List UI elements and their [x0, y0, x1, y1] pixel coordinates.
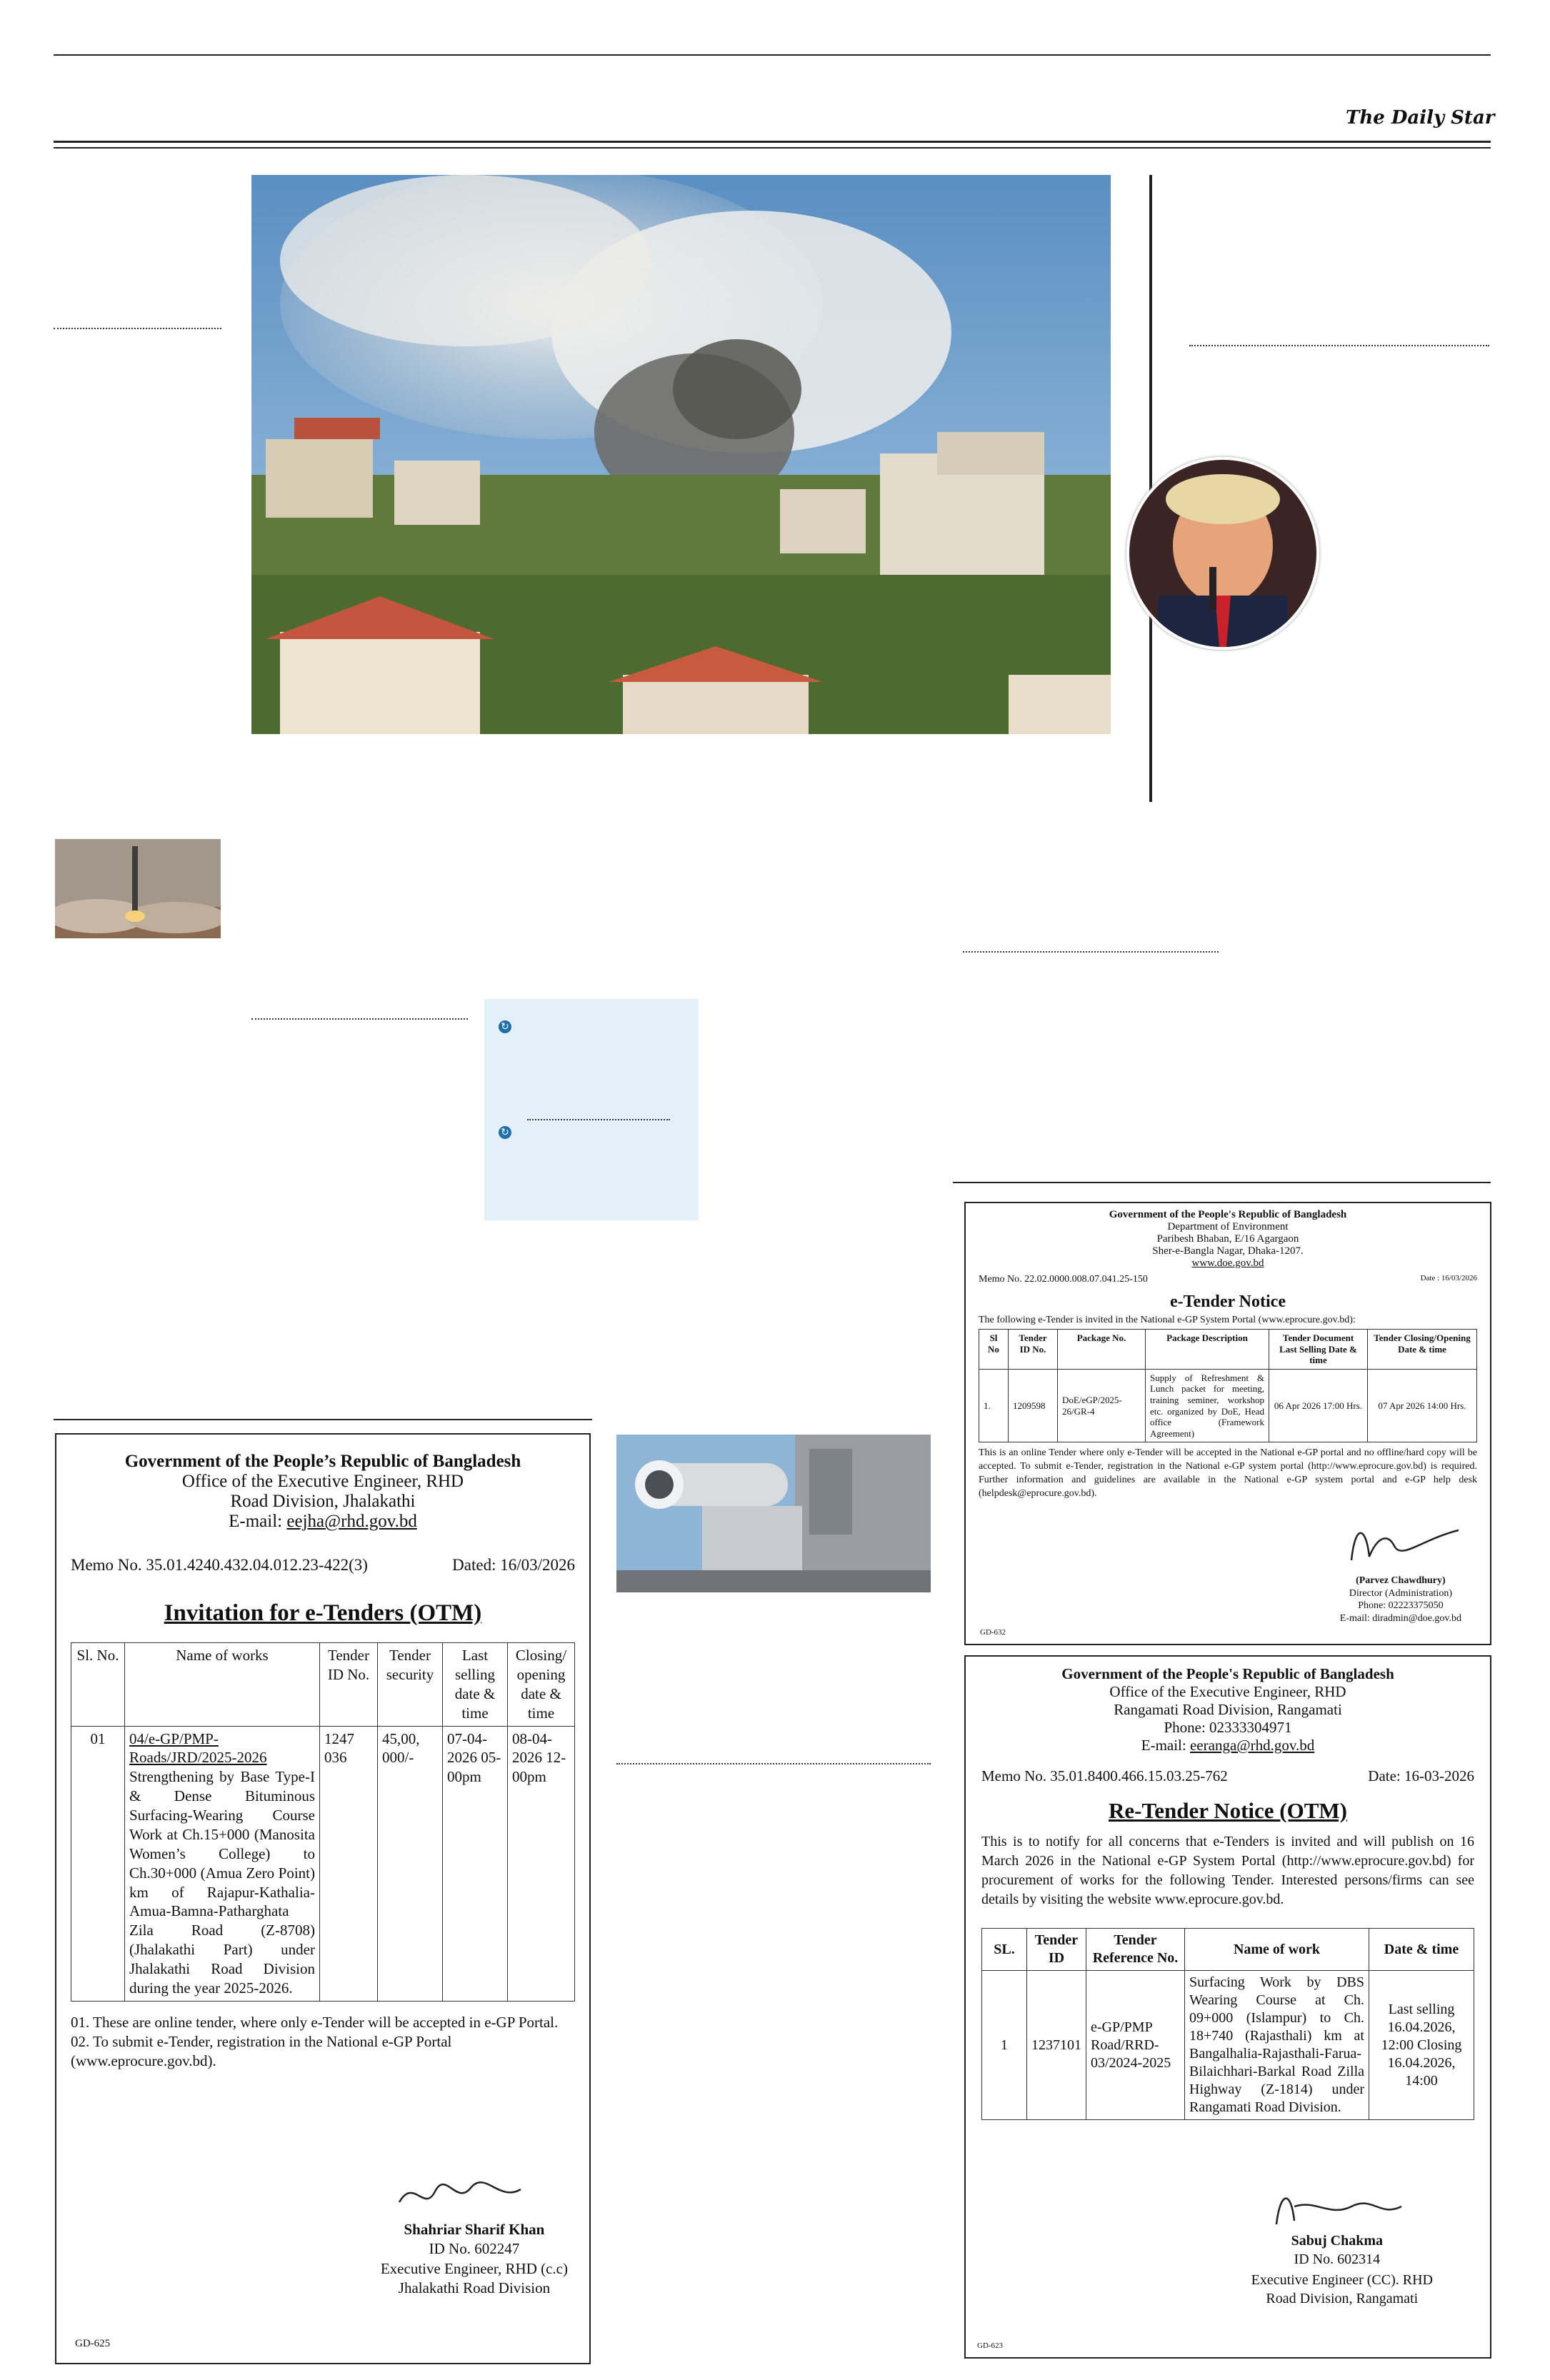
- col-tender-id: Tender ID: [1027, 1929, 1086, 1971]
- ad2-memo-row: [979, 1274, 1477, 1285]
- ad2-header-2: Department of Environment: [1167, 1221, 1289, 1232]
- cell-sl: 01: [71, 1726, 125, 2001]
- tender-ad-rhd-rangamati: [964, 1655, 1491, 2359]
- mid-left-divider: [251, 1018, 468, 1020]
- ad3-email-label: E-mail:: [1141, 1737, 1190, 1754]
- top-rule: [54, 54, 1491, 56]
- missile-image: [55, 839, 221, 938]
- ad2-signer-email: E-mail: diradmin@doe.gov.bd: [1339, 1612, 1461, 1624]
- cell-reference: 04/e-GP/PMP-Roads/JRD/2025-2026: [129, 1729, 267, 1767]
- ad3-signer: [1291, 2231, 1383, 2269]
- ad1-signer-id: ID No. 602247: [429, 2240, 520, 2258]
- table-header-row: [71, 1643, 575, 1727]
- cell-name-of-work: Surfacing Work by DBS Wearing Course at Ch. 09+000 (Islampur) to Ch. 18+740 (Rajasthali) km at Bangalhalia-Rajasthali-Farua-Bilaichhari-Barkal Road Zilla Highway (Z-1814) under Rangamati Road Division.: [1185, 1971, 1369, 2120]
- ad2-tender-table: [979, 1329, 1477, 1442]
- right-top-divider: [1189, 345, 1489, 346]
- ad3-header-4: Phone: 02333304971: [1164, 1719, 1292, 1736]
- col-closing-opening: Tender Closing/Opening Date & time: [1368, 1330, 1477, 1370]
- col-tender-id: Tender ID No.: [1009, 1330, 1058, 1370]
- ad-section-rule-right: [953, 1182, 1491, 1183]
- ad3-date: Date: 16-03-2026: [1368, 1767, 1474, 1784]
- cell-last-selling: 07-04-2026 05-00pm: [443, 1726, 508, 2001]
- ad1-signature-image: [392, 2174, 528, 2216]
- masthead-rule-2: [54, 147, 1491, 149]
- ad3-header-2: Office of the Executive Engineer, RHD: [1109, 1683, 1346, 1700]
- ad3-memo-row: [981, 1767, 1474, 1785]
- cell-tender-id: 1209598: [1009, 1369, 1058, 1442]
- ad2-code: GD-632: [980, 1628, 1006, 1637]
- ad2-date: Date : 16/03/2026: [1420, 1274, 1477, 1282]
- col-last-selling: Last selling date & time: [443, 1643, 508, 1727]
- cell-work-description: Strengthening by Base Type-I & Dense Bituminous Surfacing-Wearing Course Work at Ch.15+000 (Manosita Women’s College) to Ch.30+000 (Amua Zero Point) km of Rajapur-Kathalia-Amua-Bamna-Patharghata Zila Road (Z-8708) (Jhalakathi Part) under Jhalakathi Road Division during the year 2025-2026.: [129, 1768, 315, 1997]
- masthead-rule-1: [54, 141, 1491, 143]
- related-links-box: [484, 999, 699, 1220]
- portrait-photo: [1126, 457, 1319, 650]
- col-package-no: Package No.: [1058, 1330, 1146, 1370]
- ad2-signer-phone: Phone: 02223375050: [1358, 1600, 1444, 1611]
- ad2-website-link[interactable]: www.doe.gov.bd: [1191, 1257, 1264, 1269]
- mid-right-divider: [963, 951, 1219, 953]
- ad2-intro: The following e-Tender is invited in the National e-GP System Portal (www.eprocure.gov.bd):: [979, 1315, 1356, 1325]
- ad3-tender-table: [981, 1928, 1474, 2120]
- ad3-signer-title: Executive Engineer (CC). RHD: [1251, 2272, 1433, 2288]
- ad3-signer-id: ID No. 602314: [1294, 2251, 1381, 2267]
- table-row: [71, 1726, 575, 2001]
- main-photo-image: [251, 175, 1111, 734]
- ad1-notes: [71, 2013, 575, 2072]
- cell-package-no: DoE/eGP/2025-26/GR-4: [1058, 1369, 1146, 1442]
- table-row: [982, 1971, 1474, 2120]
- laser-photo: [616, 1435, 931, 1592]
- table-row: [979, 1369, 1477, 1442]
- portrait-image: [1129, 460, 1316, 647]
- cell-date-time: Last selling 16.04.2026, 12:00 Closing 16.04.2026, 14:00: [1369, 1971, 1474, 2120]
- col-sl: Sl. No.: [71, 1643, 125, 1727]
- ad2-header-4: Sher-e-Bangla Nagar, Dhaka-1207.: [1152, 1245, 1304, 1257]
- cell-last-selling: 06 Apr 2026 17:00 Hrs.: [1269, 1369, 1368, 1442]
- ad2-signer-title: Director (Administration): [1349, 1587, 1452, 1599]
- table-header-row: [979, 1330, 1477, 1370]
- cell-tender-id: 1237101: [1027, 1971, 1086, 2120]
- ad3-email-line: [981, 1737, 1474, 1754]
- ad1-header-3: Road Division, Jhalakathi: [230, 1492, 416, 1511]
- ad2-signer-name: (Parvez Chawdhury): [1356, 1575, 1446, 1586]
- ad3-signer-office: [1251, 2271, 1433, 2308]
- link-bullet-icon: ↻: [499, 1126, 511, 1139]
- link-bullet-icon: ↻: [499, 1020, 511, 1033]
- cell-closing: 07 Apr 2026 14:00 Hrs.: [1368, 1369, 1477, 1442]
- main-photo: [251, 175, 1111, 734]
- ad1-note-1: 01. These are online tender, where only e-Tender will be accepted in e-GP Portal.: [71, 2013, 559, 2031]
- ad2-signer: [1340, 1575, 1461, 1625]
- ad3-email-link[interactable]: eeranga@rhd.gov.bd: [1189, 1737, 1315, 1754]
- col-sl: SL.: [982, 1929, 1027, 1971]
- col-tender-id: Tender ID No.: [320, 1643, 378, 1727]
- ad2-signature-image: [1337, 1517, 1466, 1567]
- laser-caption-divider: [616, 1763, 931, 1764]
- ad1-signer-title: Executive Engineer, RHD (c.c): [380, 2259, 568, 2277]
- ad1-signer: [381, 2220, 568, 2298]
- cell-tender-id: 1247 036: [320, 1726, 378, 2001]
- ad1-dated: Dated: 16/03/2026: [452, 1556, 575, 1574]
- ad2-memo: Memo No. 22.02.0000.008.07.041.25-150: [979, 1274, 1148, 1285]
- col-date-time: Date & time: [1369, 1929, 1474, 1971]
- ad2-body: This is an online Tender where only e-Tender will be accepted in the National e-GP portal and no offline/hard copy will be accepted. To submit e-Tender, registration in the National e-GP system portal (http://www.eprocure.gov.bd) is required. Further information and guidelines are available in the National e-GP system portal and e-GP help desk (helpdesk@eprocure.gov.bd).: [979, 1447, 1477, 1500]
- tender-ad-doe: [964, 1202, 1491, 1645]
- ad2-header-3: Paribesh Bhaban, E/16 Agargaon: [1156, 1233, 1299, 1245]
- ad1-memo: Memo No. 35.01.4240.432.04.012.23-422(3): [71, 1556, 368, 1574]
- ad1-header-1: Government of the People’s Republic of Bangladesh: [124, 1452, 521, 1471]
- ad1-email-link[interactable]: eejha@rhd.gov.bd: [286, 1512, 417, 1531]
- ad3-signer-division: Road Division, Rangamati: [1266, 2291, 1419, 2306]
- col-closing-opening: Closing/ opening date & time: [508, 1643, 575, 1727]
- cell-sl: 1: [982, 1971, 1027, 2120]
- col-last-selling: Tender Document Last Selling Date & time: [1269, 1330, 1368, 1370]
- ad3-code: GD-623: [977, 2341, 1004, 2350]
- left-divider: [54, 328, 221, 329]
- col-sl: Sl No: [979, 1330, 1009, 1370]
- missile-photo: [55, 839, 221, 938]
- cell-sl: 1.: [979, 1369, 1009, 1442]
- ad3-signature-image: [1266, 2185, 1409, 2235]
- ad2-title: e-Tender Notice: [1170, 1292, 1286, 1311]
- ad3-title: Re-Tender Notice (OTM): [1108, 1798, 1348, 1823]
- table-header-row: [982, 1929, 1474, 1971]
- ad3-signer-name: Sabuj Chakma: [1291, 2233, 1383, 2249]
- tender-ad-rhd-jhalakathi: [55, 1433, 591, 2364]
- ad3-memo: Memo No. 35.01.8400.466.15.03.25-762: [981, 1767, 1228, 1784]
- cell-tender-security: 45,00, 000/-: [378, 1726, 443, 2001]
- col-name-of-works: Name of works: [125, 1643, 320, 1727]
- ad1-header-2: Office of the Executive Engineer, RHD: [181, 1472, 464, 1491]
- ad-section-rule-left: [54, 1419, 592, 1420]
- cell-tender-reference: e-GP/PMP Road/RRD-03/2024-2025: [1086, 1971, 1185, 2120]
- ad1-email-label: E-mail:: [229, 1512, 287, 1531]
- ad1-title: Invitation for e-Tenders (OTM): [164, 1600, 482, 1626]
- col-package-description: Package Description: [1146, 1330, 1269, 1370]
- col-tender-security: Tender security: [378, 1643, 443, 1727]
- ad2-header-1: Government of the People's Republic of Bangladesh: [1109, 1209, 1347, 1220]
- ad1-code: GD-625: [75, 2338, 111, 2349]
- col-tender-reference: Tender Reference No.: [1086, 1929, 1185, 1971]
- cell-package-description: Supply of Refreshment & Lunch packet for meeting, training seminer, workshop etc. organized by DoE, Head office (Framework Agreement): [1146, 1369, 1269, 1442]
- ad3-header-3: Rangamati Road Division, Rangamati: [1114, 1701, 1342, 1718]
- ad1-signer-name: Shahriar Sharif Khan: [404, 2221, 545, 2238]
- related-links-divider: [527, 1119, 670, 1120]
- ad3-body: This is to notify for all concerns that e-Tenders is invited and will publish on 16 March 2026 in the National e-GP System Portal (http://www.eprocure.gov.bd) for procurement of works for the following Tender. Interested persons/firms can see details by visiting the website www.eprocure.gov.bd.: [981, 1834, 1474, 1907]
- ad1-memo-row: [71, 1556, 575, 1575]
- cell-closing: 08-04-2026 12-00pm: [508, 1726, 575, 2001]
- cell-name-of-works: [125, 1726, 320, 2001]
- laser-image: [616, 1435, 931, 1592]
- ad3-header-1: Government of the People's Republic of Bangladesh: [1061, 1665, 1394, 1682]
- col-name-of-work: Name of work: [1185, 1929, 1369, 1971]
- ad1-email-line: [71, 1512, 575, 1532]
- masthead-logo: The Daily Star: [1346, 107, 1495, 129]
- ad1-note-2: 02. To submit e-Tender, registration in the National e-GP Portal (www.eprocure.gov.bd).: [71, 2033, 452, 2070]
- ad1-signer-division: Jhalakathi Road Division: [398, 2279, 551, 2296]
- ad1-tender-table: [71, 1642, 575, 2002]
